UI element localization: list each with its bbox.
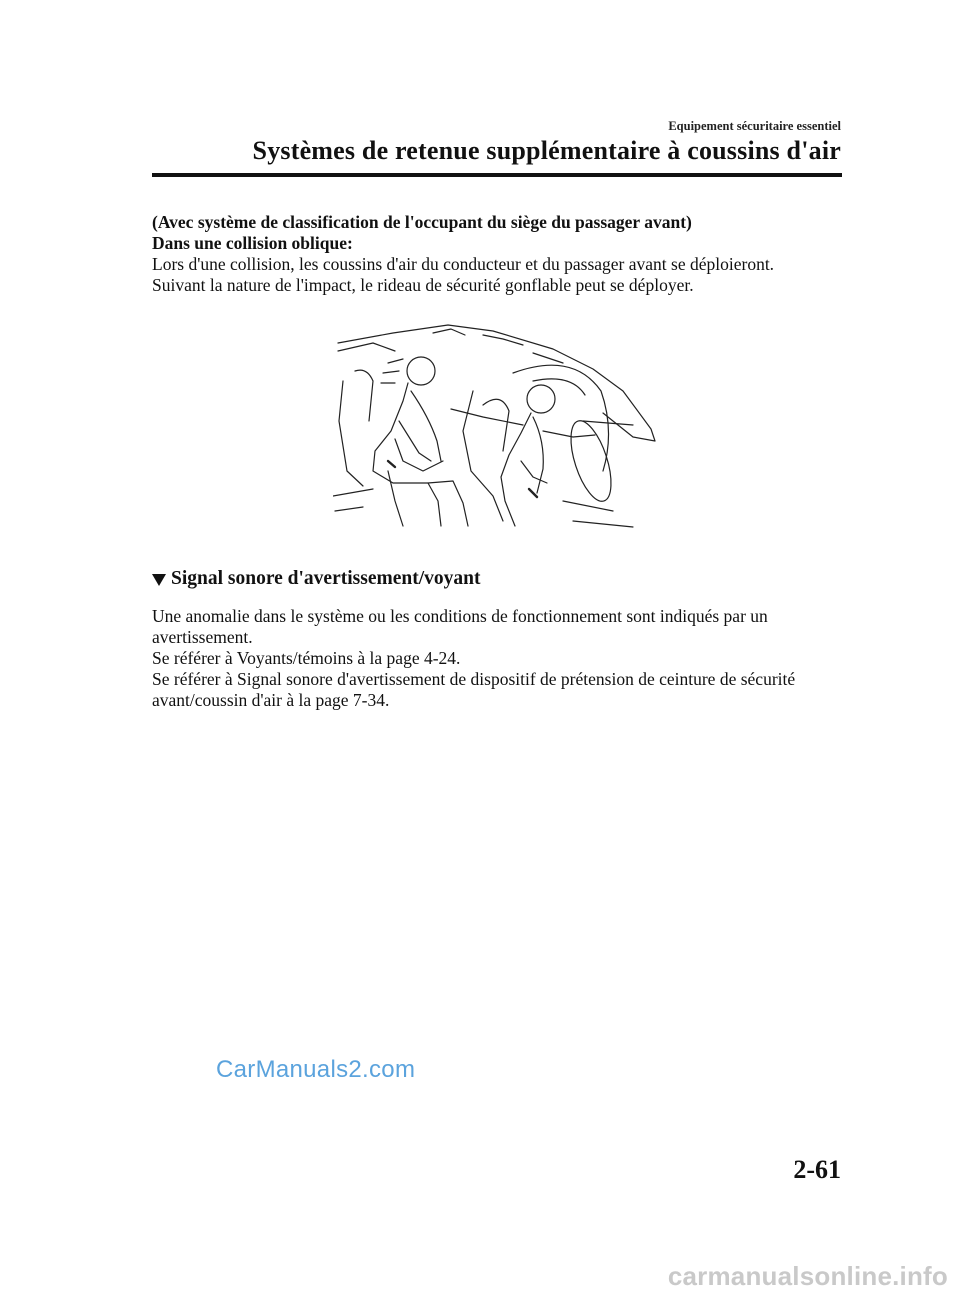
warning-heading-text: Signal sonore d'avertissement/voyant (171, 568, 481, 589)
warning-para1-line1: Une anomalie dans le système ou les conditions de fonctionnement sont indiqués par un (152, 606, 768, 626)
header-rule (152, 173, 842, 177)
warning-para1-line2: avertissement. (152, 627, 253, 647)
intro-line-1: Lors d'une collision, les coussins d'air du conducteur et du passager avant se déploieront. (152, 254, 775, 274)
section-label: Equipement sécuritaire essentiel (668, 119, 841, 133)
warning-body (152, 606, 842, 711)
airbag-deployment-illustration (333, 321, 663, 533)
footer-site-watermark: carmanualsonline.info (667, 1261, 948, 1291)
page-title: Systèmes de retenue supplémentaire à coussins d'air (252, 136, 841, 165)
warning-para2: Se référer à Voyants/témoins à la page 4-24. (152, 648, 461, 668)
intro-heading: Dans une collision oblique: (152, 233, 353, 253)
intro-condition: (Avec système de classification de l'occupant du siège du passager avant) (152, 212, 692, 232)
warning-para3-line1: Se référer à Signal sonore d'avertissement de dispositif de prétension de ceinture de sécurité (152, 669, 796, 689)
page-number: 2-61 (793, 1155, 841, 1184)
watermark: CarManuals2.com (216, 1056, 416, 1083)
warning-section-heading (152, 568, 480, 590)
warning-para3-line2: avant/coussin d'air à la page 7-34. (152, 690, 390, 710)
intro-block (152, 212, 842, 296)
intro-line-2: Suivant la nature de l'impact, le rideau de sécurité gonflable peut se déployer. (152, 275, 694, 295)
down-triangle-icon (152, 574, 166, 586)
